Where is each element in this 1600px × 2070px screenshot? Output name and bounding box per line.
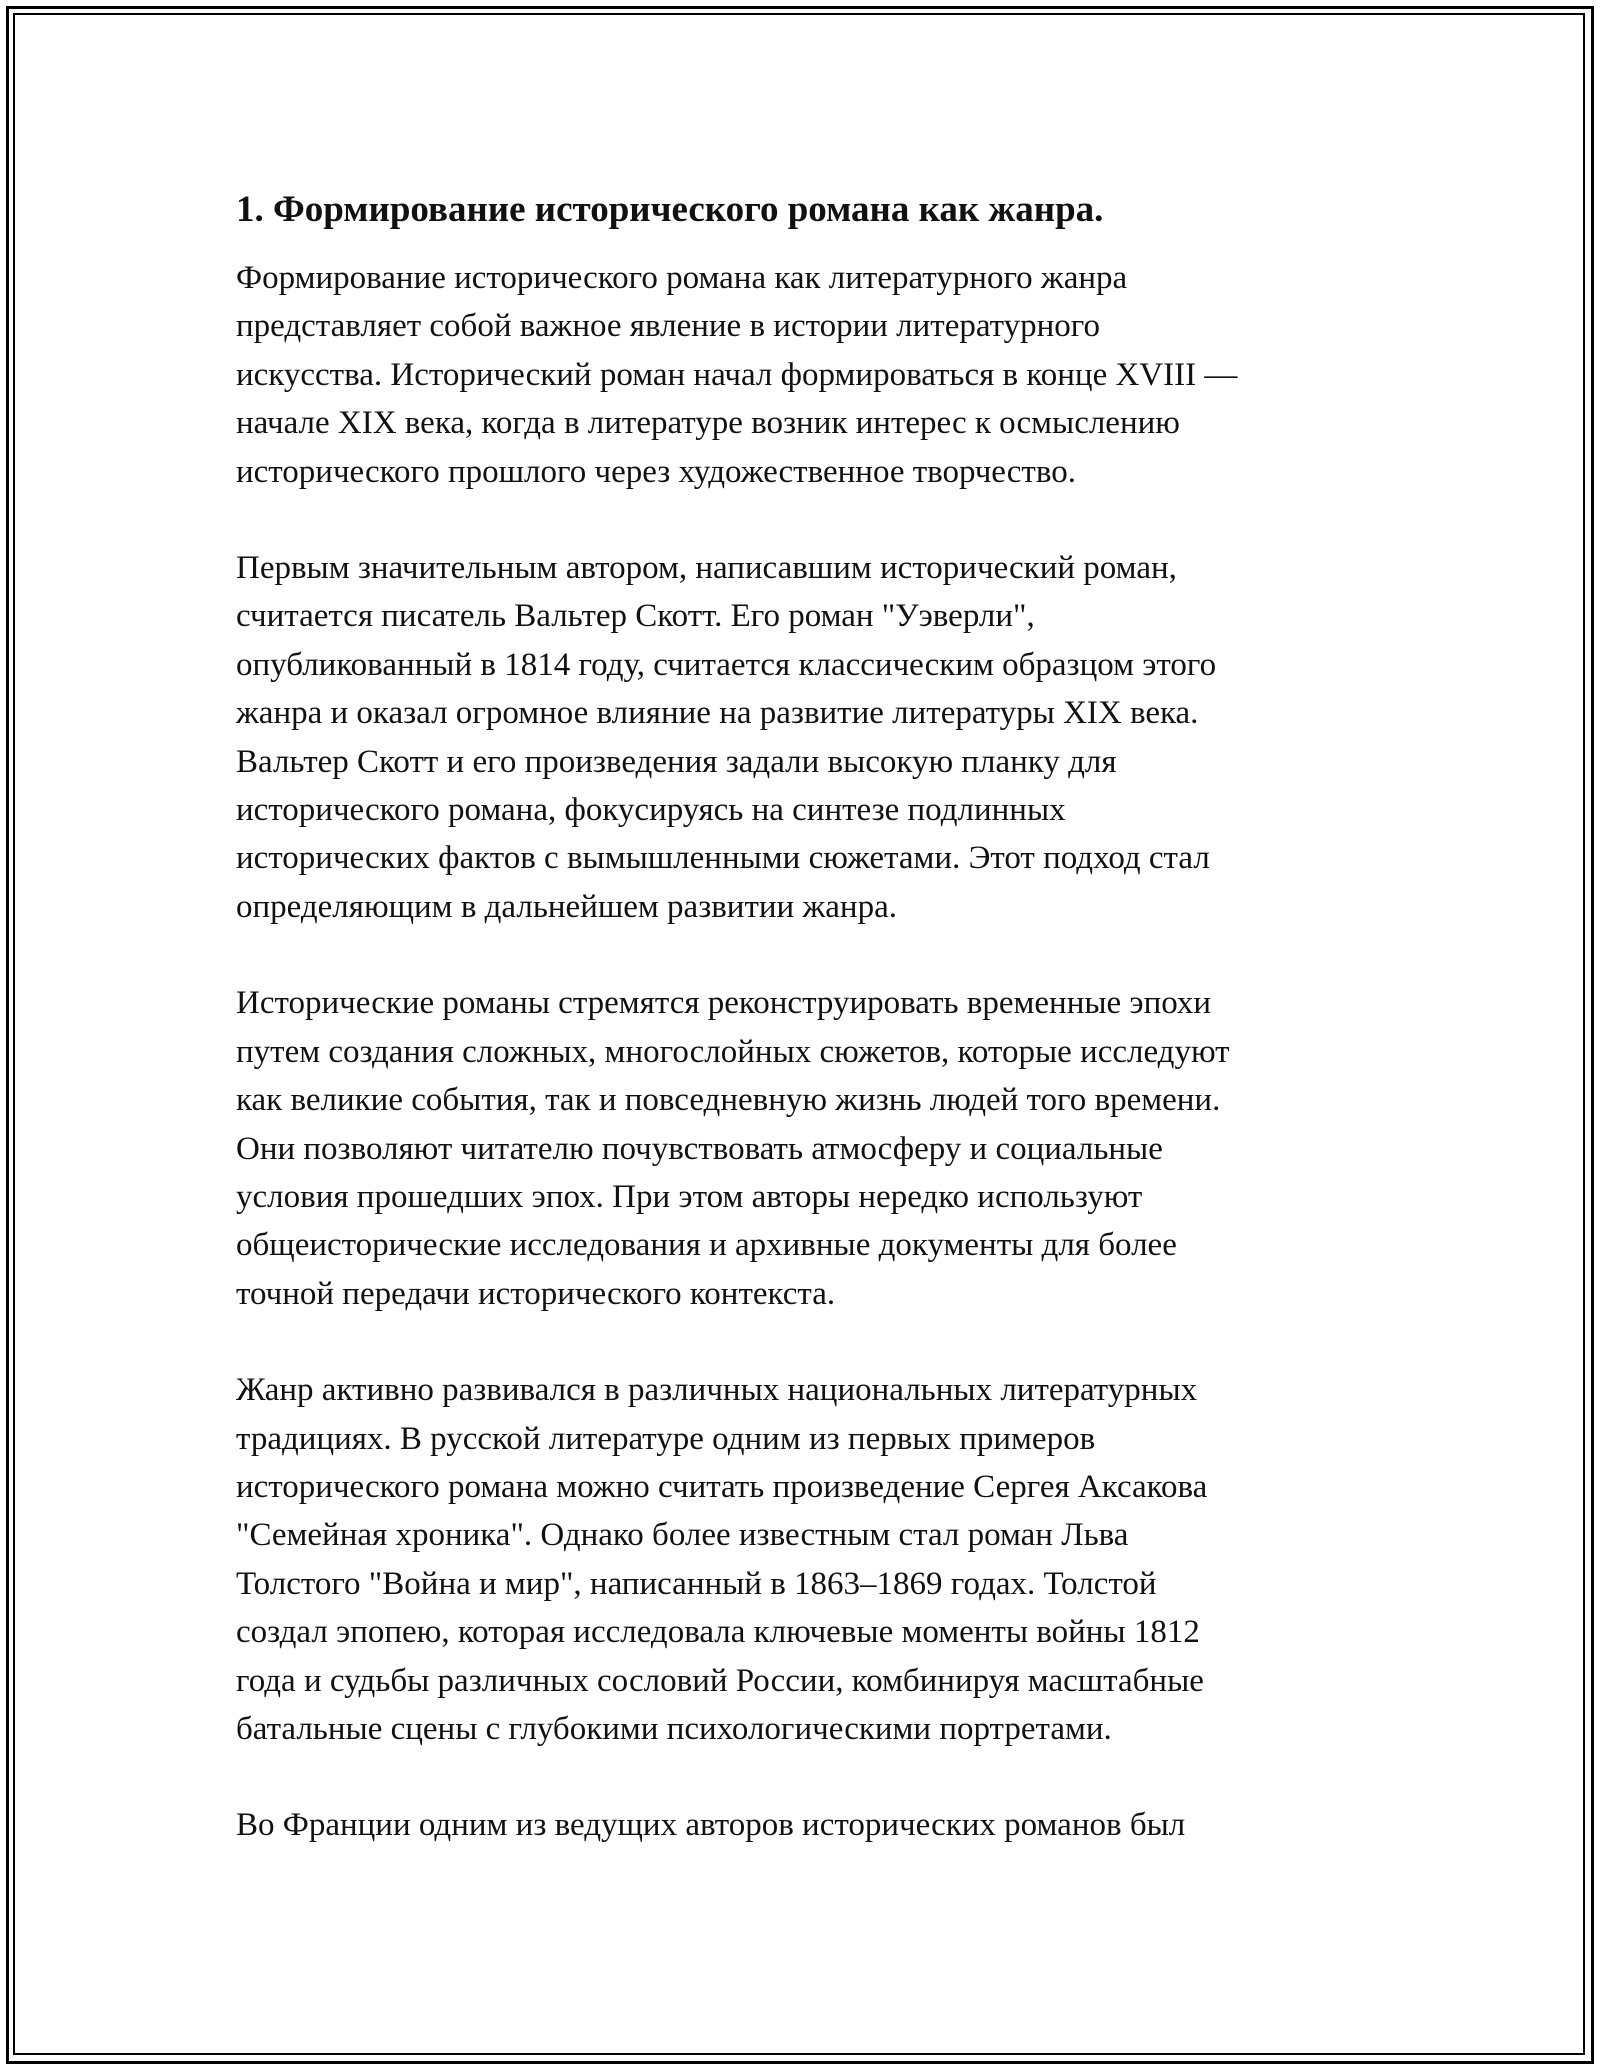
paragraph-3: Исторические романы стремятся реконструировать временные эпохи путем создания сложных, многослойных сюжетов, которые исследуют как великие события, так и повседневную жизнь людей того времени. Они позволяют читателю почувствовать атмосферу и социальные условия прошедших эпох. При этом авторы нередко используют общеисторические исследования и архивные документы для более точной передачи исторического контекста. — [236, 985, 1230, 1312]
paragraph-2: Первым значительным автором, написавшим исторический роман, считается писатель Вальтер Скотт. Его роман "Уэверли", опубликованный в 1814 году, считается классическим образцом этого жанра и оказал огромное влияние на развитие литературы XIX века. Вальтер Скотт и его произведения задали высокую планку для исторического романа, фокусируясь на синтезе подлинных исторических фактов с вымышленными сюжетами. Этот подход стал определяющим в дальнейшем развитии жанра. — [236, 550, 1217, 925]
section-heading: 1. Формирование исторического романа как жанра. — [236, 189, 1104, 230]
paragraph-5: Во Франции одним из ведущих авторов исторических романов был — [236, 1807, 1186, 1844]
document-body — [236, 186, 1366, 1898]
paragraph-1: Формирование исторического романа как литературного жанра представляет собой важное явление в истории литературного искусства. Исторический роман начал формироваться в конце XVIII — начале XIX века, когда в литературе возник интерес к осмыслению исторического прошлого через художественное творчество. — [236, 260, 1238, 490]
paragraph-4: Жанр активно развивался в различных национальных литературных традициях. В русской литературе одним из первых примеров исторического романа можно считать произведение Сергея Аксакова "Семейная хроника". Однако более известным стал роман Льва Толстого "Война и мир", написанный в 1863–1869 годах. Толстой создал эпопею, которая исследовала ключевые моменты войны 1812 года и судьбы различных сословий России, комбинируя масштабные батальные сцены с глубокими психологическими портретами. — [236, 1372, 1208, 1747]
